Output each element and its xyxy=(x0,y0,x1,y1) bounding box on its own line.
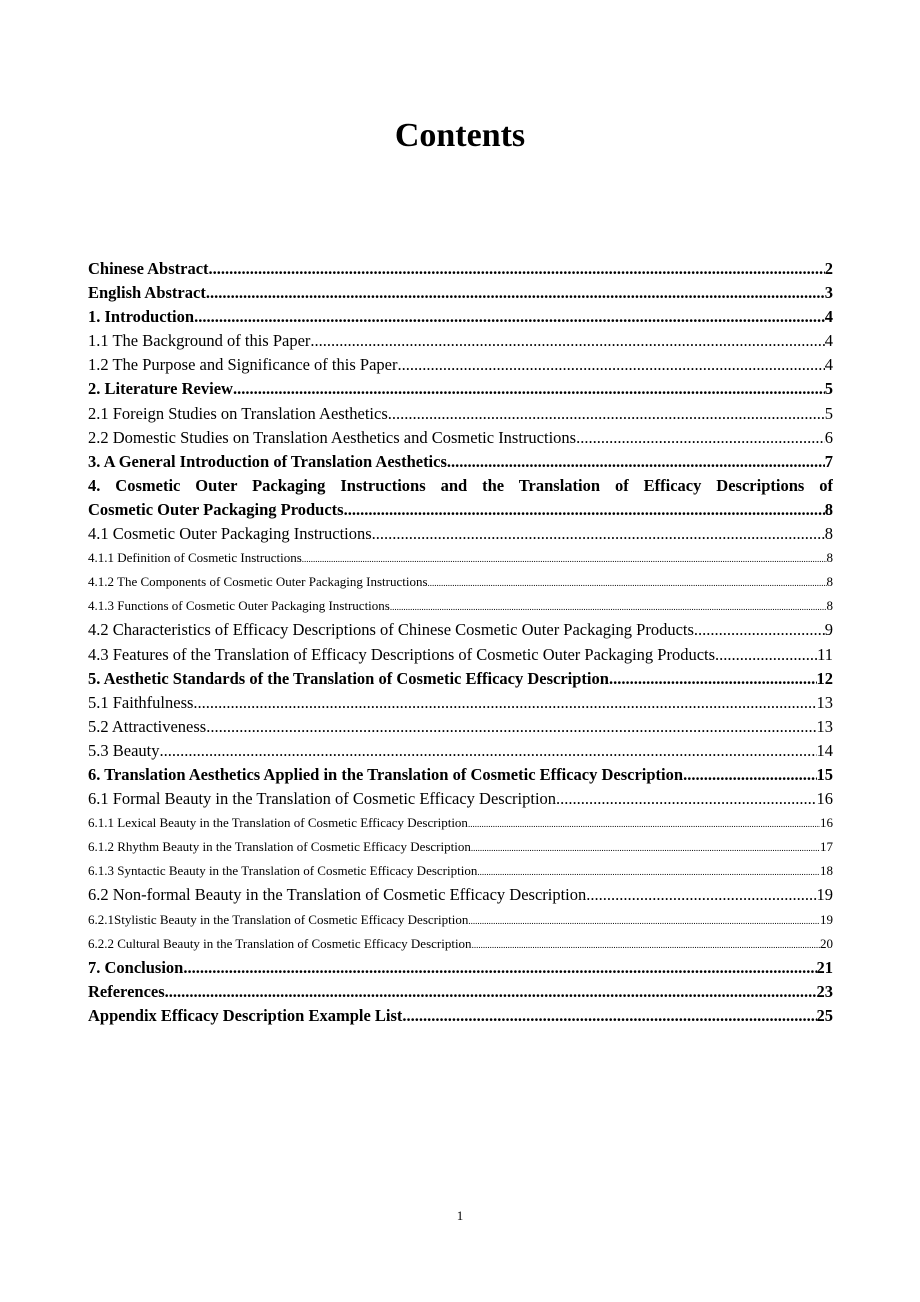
dot-leader xyxy=(344,498,825,522)
toc-entry-label: English Abstract xyxy=(88,283,206,303)
page-title: Contents xyxy=(394,117,526,154)
toc-page-number: 16 xyxy=(820,815,833,831)
toc-page-number: 16 xyxy=(816,789,833,809)
toc-entry[interactable] xyxy=(88,811,833,835)
dot-leader xyxy=(206,281,825,305)
toc-entry[interactable] xyxy=(88,305,833,329)
dot-leader xyxy=(194,305,825,329)
toc-page-number: 13 xyxy=(816,692,833,712)
toc-entry-label: 6.1.2 Rhythm Beauty in the Translation of Cosmetic Efficacy Description xyxy=(88,839,471,855)
toc-page-number: 4 xyxy=(824,307,833,327)
toc-page-number: 2 xyxy=(824,259,833,278)
dot-leader xyxy=(472,933,820,956)
toc-entry-label: 4.1.3 Functions of Cosmetic Outer Packaging Instructions xyxy=(88,598,390,614)
toc-entry-label: 7. Conclusion xyxy=(88,957,184,977)
toc-entry[interactable] xyxy=(88,667,833,691)
table-of-contents xyxy=(88,257,833,1028)
toc-entry[interactable] xyxy=(88,281,833,305)
toc-entry[interactable] xyxy=(88,353,833,377)
toc-page-number: 19 xyxy=(816,885,833,905)
dot-leader xyxy=(477,860,820,883)
toc-entry[interactable] xyxy=(88,546,833,570)
toc-page-number: 8 xyxy=(826,550,833,566)
toc-page-number: 13 xyxy=(816,716,833,736)
dot-leader xyxy=(683,763,816,787)
dot-leader xyxy=(428,571,827,594)
dot-leader xyxy=(397,353,824,377)
toc-entry-label: 4.1.2 The Components of Cosmetic Outer Packaging Instructions xyxy=(88,574,428,590)
dot-leader xyxy=(694,618,825,642)
dot-leader xyxy=(388,402,825,426)
toc-entry[interactable] xyxy=(88,377,833,401)
toc-page-number: 6 xyxy=(824,427,833,447)
toc-entry[interactable] xyxy=(88,1004,833,1028)
dot-leader xyxy=(165,980,817,1004)
toc-page-number: 4 xyxy=(824,331,833,351)
toc-entry[interactable] xyxy=(88,426,833,450)
toc-entry[interactable] xyxy=(88,956,833,980)
toc-page-number: 8 xyxy=(824,499,833,519)
toc-entry-label: 6.1.3 Syntactic Beauty in the Translation of Cosmetic Efficacy Description xyxy=(88,863,478,879)
toc-entry-label: Cosmetic Outer Packaging Products xyxy=(88,499,344,519)
toc-entry[interactable] xyxy=(88,450,833,474)
dot-leader xyxy=(715,643,817,667)
toc-entry[interactable] xyxy=(88,980,833,1004)
toc-page-number: 7 xyxy=(824,451,833,471)
toc-page-number: 25 xyxy=(816,1005,833,1025)
toc-page-number: 4 xyxy=(824,355,833,375)
toc-page-number: 8 xyxy=(824,524,833,544)
dot-leader xyxy=(183,956,816,980)
toc-entry-label: 5. Aesthetic Standards of the Translation of Cosmetic Efficacy Description xyxy=(88,668,609,688)
toc-entry-label: 6. Translation Aesthetics Applied in the Translation of Cosmetic Efficacy Description xyxy=(88,764,684,784)
toc-entry-label: 6.1.1 Lexical Beauty in the Translation of Cosmetic Efficacy Description xyxy=(88,815,468,831)
toc-entry-label: References xyxy=(88,981,165,1001)
toc-entry-label: Chinese Abstract xyxy=(88,259,209,278)
toc-entry-label: 2. Literature Review xyxy=(88,379,233,399)
toc-entry[interactable] xyxy=(88,618,833,642)
toc-entry-label: 6.2.2 Cultural Beauty in the Translation of Cosmetic Efficacy Description xyxy=(88,935,472,951)
toc-page-number: 20 xyxy=(820,935,833,951)
toc-entry[interactable] xyxy=(88,859,833,883)
toc-entry-label: 4.1.1 Definition of Cosmetic Instructions xyxy=(88,550,302,566)
toc-page-number: 5 xyxy=(824,403,833,423)
toc-entry-label: 4. Cosmetic Outer Packaging Instructions and the Translation of Efficacy Descriptions of xyxy=(88,475,833,495)
dot-leader xyxy=(471,836,820,859)
page-number: 1 xyxy=(456,1208,464,1223)
toc-page-number: 17 xyxy=(820,839,833,855)
toc-entry[interactable] xyxy=(88,715,833,739)
dot-leader xyxy=(402,1004,816,1028)
toc-entry-line2 xyxy=(88,498,833,522)
toc-entry[interactable] xyxy=(88,835,833,859)
dot-leader xyxy=(209,257,825,281)
toc-entry-label: Appendix Efficacy Description Example List xyxy=(88,1005,403,1025)
dot-leader xyxy=(310,329,824,353)
dot-leader xyxy=(468,909,820,932)
toc-entry-label: 6.2.1Stylistic Beauty in the Translation of Cosmetic Efficacy Description xyxy=(88,911,469,927)
toc-entry-label: 5.2 Attractiveness xyxy=(88,716,207,736)
toc-page-number: 9 xyxy=(824,620,833,640)
dot-leader xyxy=(447,450,825,474)
toc-entry[interactable] xyxy=(88,474,833,522)
toc-entry-label: 2.1 Foreign Studies on Translation Aesthetics xyxy=(88,403,388,423)
dot-leader xyxy=(193,691,816,715)
dot-leader xyxy=(302,547,827,570)
toc-entry[interactable] xyxy=(88,257,833,281)
toc-entry[interactable] xyxy=(88,522,833,546)
toc-page-number: 11 xyxy=(817,644,833,664)
toc-entry[interactable] xyxy=(88,594,833,618)
toc-entry[interactable] xyxy=(88,739,833,763)
toc-entry-label: 6.1 Formal Beauty in the Translation of Cosmetic Efficacy Description xyxy=(88,789,557,809)
toc-page-number: 3 xyxy=(824,283,833,303)
toc-entry-label: 4.2 Characteristics of Efficacy Descriptions of Chinese Cosmetic Outer Packaging Products xyxy=(88,620,694,640)
toc-page-number: 12 xyxy=(816,668,833,688)
toc-entry-label: 2.2 Domestic Studies on Translation Aesthetics and Cosmetic Instructions xyxy=(88,427,577,447)
toc-entry[interactable] xyxy=(88,643,833,667)
toc-page-number: 15 xyxy=(816,764,833,784)
toc-entry[interactable] xyxy=(88,932,833,956)
toc-page-number: 14 xyxy=(816,740,833,760)
toc-entry[interactable] xyxy=(88,402,833,426)
toc-entry[interactable] xyxy=(88,787,833,811)
toc-entry-label: 4.1 Cosmetic Outer Packaging Instructions xyxy=(88,524,372,544)
toc-entry[interactable] xyxy=(88,329,833,353)
dot-leader xyxy=(233,377,825,401)
toc-page-number: 23 xyxy=(816,981,833,1001)
toc-entry-label: 1.2 The Purpose and Significance of this Paper xyxy=(88,355,398,375)
toc-page-number: 5 xyxy=(824,379,833,399)
toc-entry[interactable] xyxy=(88,570,833,594)
toc-entry-label: 1.1 The Background of this Paper xyxy=(88,331,311,351)
toc-entry-label: 6.2 Non-formal Beauty in the Translation of Cosmetic Efficacy Description xyxy=(88,885,587,905)
toc-page-number: 19 xyxy=(820,911,833,927)
toc-entry[interactable] xyxy=(88,908,833,932)
toc-entry[interactable] xyxy=(88,691,833,715)
dot-leader xyxy=(160,739,817,763)
toc-entry[interactable] xyxy=(88,763,833,787)
dot-leader xyxy=(468,812,820,835)
toc-entry-label: 4.3 Features of the Translation of Efficacy Descriptions of Cosmetic Outer Packaging Products xyxy=(88,644,716,664)
toc-entry-label: 5.1 Faithfulness xyxy=(88,692,194,712)
toc-page-number: 18 xyxy=(820,863,833,879)
dot-leader xyxy=(372,522,825,546)
toc-page-number: 8 xyxy=(826,598,833,614)
toc-entry[interactable] xyxy=(88,883,833,907)
toc-entry-label: 5.3 Beauty xyxy=(88,740,160,760)
toc-entry-label: 3. A General Introduction of Translation Aesthetics xyxy=(88,451,447,471)
toc-page-number: 21 xyxy=(816,957,833,977)
dot-leader xyxy=(390,595,827,618)
toc-entry-label: 1. Introduction xyxy=(88,307,195,327)
toc-page-number: 8 xyxy=(826,574,833,590)
dot-leader xyxy=(556,787,816,811)
dot-leader xyxy=(576,426,825,450)
dot-leader xyxy=(206,715,816,739)
dot-leader xyxy=(609,667,817,691)
dot-leader xyxy=(586,883,816,907)
